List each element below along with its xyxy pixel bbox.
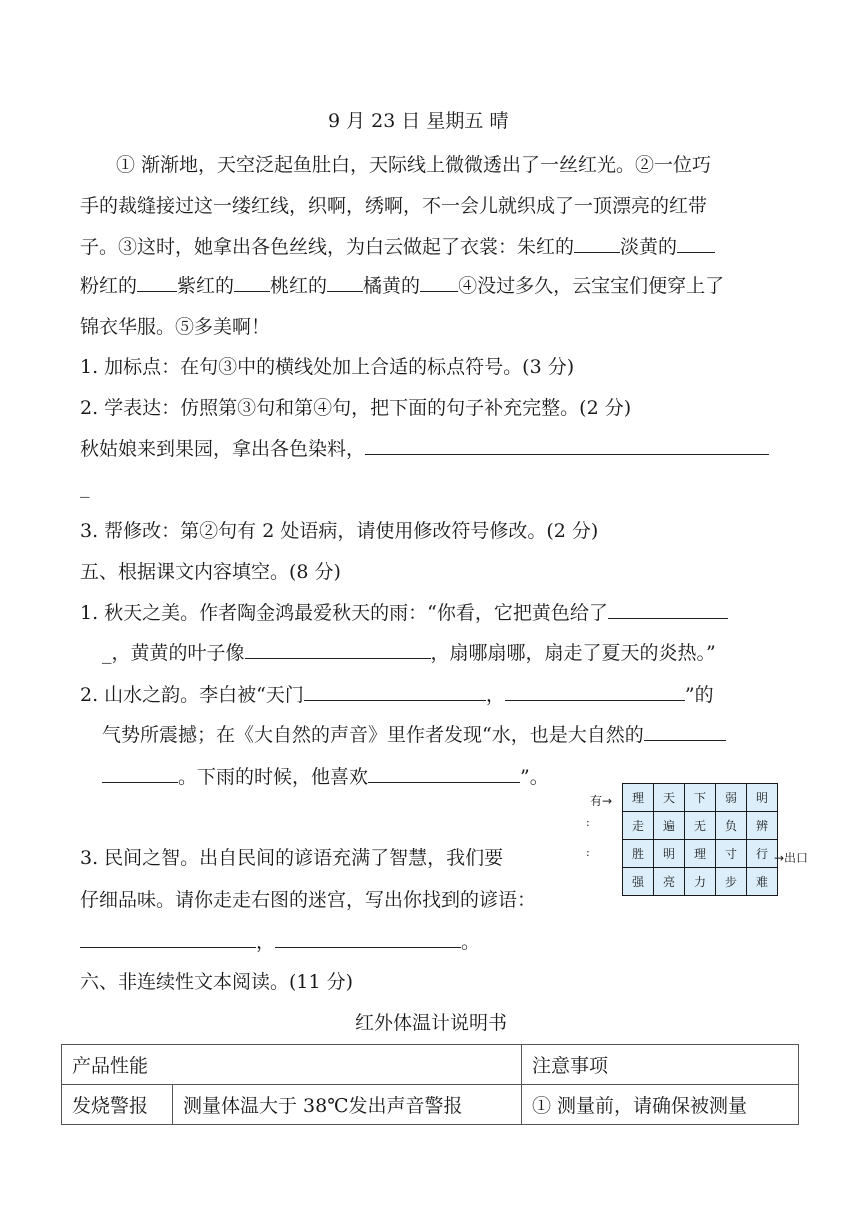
blank-line[interactable] xyxy=(677,234,715,253)
s5-question-1: 1. 秋天之美。作者陶金鸿最爱秋天的雨：“你看，它把黄色给了 xyxy=(80,598,728,625)
maze-cell: 无 xyxy=(685,812,716,840)
answer-line[interactable] xyxy=(245,640,431,659)
header-cell: 注意事项 xyxy=(522,1045,799,1085)
section-6-heading: 六、非连续性文本阅读。(11 分) xyxy=(80,971,354,993)
s5-question-3-answers: ， 。 xyxy=(80,927,480,954)
answer-line[interactable] xyxy=(102,764,178,783)
header-cell: 产品性能 xyxy=(62,1045,522,1085)
maze-cell: 强 xyxy=(623,868,654,896)
question-1: 1. 加标点：在句③中的横线处加上合适的标点符号。(3 分) xyxy=(80,356,575,378)
maze-row xyxy=(623,868,778,896)
s5-question-2: 2. 山水之韵。李白被“天门 ， ”的 xyxy=(80,684,714,706)
passage-line: 锦衣华服。⑤多美啊！ xyxy=(80,316,271,338)
passage-line: 粉红的 紫红的 桃红的 橘黄的 ④没过多久，云宝宝们便穿上了 xyxy=(80,275,725,297)
maze-cell: 天 xyxy=(654,784,685,812)
answer-line[interactable] xyxy=(275,929,461,948)
passage-line: 子。③这时，她拿出各色丝线，为白云做起了衣裳：朱红的 淡黄的 xyxy=(80,232,715,259)
question-2: 2. 学表达：仿照第③句和第④句，把下面的句子补充完整。(2 分) xyxy=(80,397,632,419)
maze-row xyxy=(623,784,778,812)
maze-cell: 下 xyxy=(685,784,716,812)
s5-question-1-cont: _，黄黄的叶子像 ，扇哪扇哪，扇走了夏天的炎热。” xyxy=(102,642,716,664)
manual-title: 红外体温计说明书 xyxy=(355,1012,508,1034)
question-3: 3. 帮修改：第②句有 2 处语病，请使用修改符号修改。(2 分) xyxy=(80,520,599,542)
maze-row xyxy=(623,840,778,868)
maze-cell: 遍 xyxy=(654,812,685,840)
blank-line[interactable] xyxy=(420,273,458,292)
blank-line[interactable] xyxy=(234,273,270,292)
maze-cell: 理 xyxy=(685,840,716,868)
maze-cell: 行 xyxy=(747,840,778,868)
blank-line[interactable] xyxy=(327,273,363,292)
maze-cell: 难 xyxy=(747,868,778,896)
maze-mark: : xyxy=(586,846,590,859)
maze-cell: 明 xyxy=(747,784,778,812)
date-line: 9 月 23 日 星期五 晴 xyxy=(328,110,509,132)
s5-question-2-cont: 气势所震撼；在《大自然的声音》里作者发现“水，也是大自然的 xyxy=(102,720,726,747)
maze-figure xyxy=(582,783,822,913)
passage-line: ① 渐渐地，天空泛起鱼肚白，天际线上微微透出了一丝红光。②一位巧 xyxy=(116,154,712,176)
maze-cell: 负 xyxy=(716,812,747,840)
cell: 发烧警报 xyxy=(62,1085,173,1125)
maze-cell: 步 xyxy=(716,868,747,896)
cell: ① 测量前，请确保被测量 xyxy=(522,1085,799,1125)
maze-entry-label: 有→ xyxy=(590,794,613,808)
maze-cell: 亮 xyxy=(654,868,685,896)
cell: 测量体温大于 38℃发出声音警报 xyxy=(173,1085,522,1125)
maze-row xyxy=(623,812,778,840)
s5-question-2-cont: 。下雨的时候，他喜欢 ”。 xyxy=(102,762,549,789)
maze-cell: 明 xyxy=(654,840,685,868)
answer-line[interactable] xyxy=(365,436,769,455)
maze-cell: 走 xyxy=(623,812,654,840)
maze-exit-label: →出口 xyxy=(774,851,809,865)
answer-line-tail: _ xyxy=(80,476,90,498)
maze-cell: 寸 xyxy=(716,840,747,868)
s5-question-3-cont: 仔细品味。请你走走右图的迷宫，写出你找到的谚语： xyxy=(80,889,537,911)
answer-line[interactable] xyxy=(304,682,486,701)
maze-cell: 力 xyxy=(685,868,716,896)
passage-line: 手的裁缝接过这一缕红线，织啊，绣啊，不一会儿就织成了一顶漂亮的红带 xyxy=(80,195,708,217)
answer-line[interactable] xyxy=(608,600,728,619)
answer-line[interactable] xyxy=(644,722,726,741)
answer-line[interactable] xyxy=(368,764,520,783)
maze-cell: 弱 xyxy=(716,784,747,812)
blank-line[interactable] xyxy=(137,273,177,292)
maze-cell: 辨 xyxy=(747,812,778,840)
answer-line[interactable] xyxy=(505,682,685,701)
blank-line[interactable] xyxy=(574,234,620,253)
s5-question-3: 3. 民间之智。出自民间的谚语充满了智慧，我们要 xyxy=(80,847,504,869)
manual-table xyxy=(61,1044,799,1125)
answer-line[interactable] xyxy=(80,929,256,948)
section-5-heading: 五、根据课文内容填空。(8 分) xyxy=(80,561,341,583)
maze-cell: 理 xyxy=(623,784,654,812)
question-2-prompt: 秋姑娘来到果园，拿出各色染料， xyxy=(80,434,769,461)
maze-grid xyxy=(622,783,778,896)
maze-cell: 胜 xyxy=(623,840,654,868)
maze-mark: : xyxy=(586,816,590,829)
